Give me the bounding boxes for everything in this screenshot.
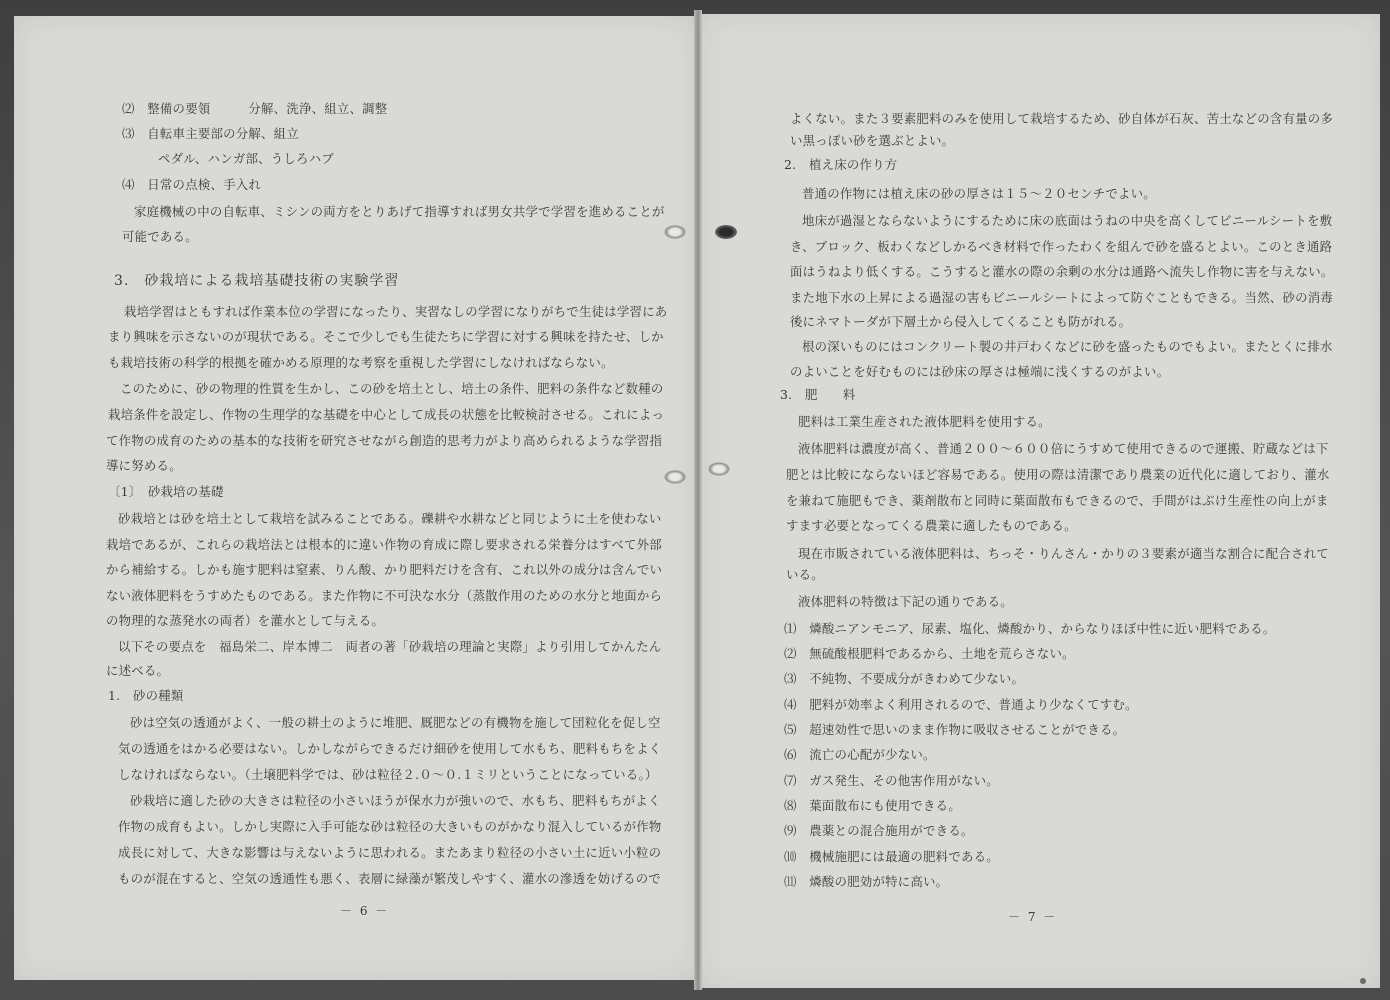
- text-line: 肥とは比較にならないほど容易である。使用の際は清潔であり農業の近代化に適しており、灌水: [786, 467, 1330, 482]
- text-line: 後にネマトーダが下層土から侵入してくることも防がれる。: [790, 314, 1132, 329]
- list-item: ⑻ 葉面散布にも使用できる。: [784, 798, 961, 813]
- text-line: 可能である。: [122, 229, 198, 244]
- list-item: ⑴ 燐酸ニアンモニア、尿素、塩化、燐酸かり、からなりほぼ中性に近い肥料である。: [784, 621, 1276, 636]
- punch-hole-right-lower: [708, 462, 730, 476]
- text-line: を兼ねて施肥もでき、薬剤散布と同時に葉面散布もできるので、手間がはぶけ生産性の向上がま: [786, 493, 1329, 508]
- text-line: の物理的な蒸発水の両者）を灌水として与える。: [106, 613, 385, 628]
- text-line: 現在市販されている液体肥料は、ちっそ・りんさん・かりの３要素が適当な割合に配合されて: [798, 546, 1329, 561]
- text-line: ペダル、ハンガ部、うしろハブ: [158, 151, 334, 166]
- text-line: に述べる。: [106, 663, 170, 678]
- page-number: － 6 －: [340, 904, 390, 918]
- list-item: ⑾ 燐酸の肥効が特に高い。: [784, 874, 949, 889]
- text-line: ものが混在すると、空気の透通性も悪く、表層に緑藻が繁茂しやすく、灌水の滲透を妨げるので: [118, 871, 662, 886]
- text-line: 液体肥料の特徴は下記の通りである。: [798, 594, 1013, 609]
- section-heading: 3. 砂栽培による栽培基礎技術の実験学習: [114, 273, 400, 289]
- text-line: いる。: [786, 567, 824, 582]
- subsection-heading: 2. 植え床の作り方: [784, 157, 898, 172]
- text-line: ⑶ 自転車主要部の分解、組立: [122, 126, 299, 141]
- text-line: 砂栽培とは砂を培土として栽培を試みることである。礫耕や水耕などと同じように土を使わない: [118, 511, 662, 526]
- list-item: ⑹ 流亡の心配が少ない。: [784, 747, 936, 762]
- list-item: ⑵ 無硫酸根肥料であるから、土地を荒らさない。: [784, 646, 1075, 661]
- list-item: ⑼ 農薬との混合施用ができる。: [784, 823, 974, 838]
- text-line: ⑷ 日常の点検、手入れ: [122, 177, 262, 192]
- text-line: のよいことを好むものには砂床の厚さは極端に浅くするのがよい。: [790, 364, 1170, 379]
- text-line: 砂は空気の透通がよく、一般の耕土のように堆肥、厩肥などの有機物を施して団粒化を促し空: [130, 715, 661, 730]
- punch-hole-left-lower: [664, 470, 686, 484]
- text-line: 砂栽培に適した砂の大きさは粒径の小さいほうが保水力が強いので、水もち、肥料もちがよく: [130, 793, 661, 808]
- text-line: また地下水の上昇による過湿の害もビニールシートによって防ぐこともできる。当然、砂の消毒: [790, 290, 1333, 305]
- list-item: ⑸ 超速効性で思いのまま作物に吸収させることができる。: [784, 722, 1126, 737]
- punch-hole-right-upper: [715, 225, 737, 239]
- punch-hole-left-upper: [664, 225, 686, 239]
- text-line: 液体肥料は濃度が高く、普通２００～６００倍にうすめて使用できるので運搬、貯蔵などは下: [798, 441, 1329, 456]
- text-line: 面はうねより低くする。こうすると灌水の際の余剰の水分は通路へ流失し作物に害を与えない。: [790, 264, 1334, 279]
- text-line: 導に努める。: [106, 458, 182, 473]
- ink-speck: [1360, 978, 1366, 984]
- subsection-heading: 3. 肥 料: [780, 387, 856, 402]
- page-number: － 7 －: [1008, 910, 1058, 924]
- text-line: 作物の成育もよい。しかし実際に入手可能な砂は粒径の大きいものがかなり混入しているが作物: [118, 819, 662, 834]
- text-line: 普通の作物には植え床の砂の厚さは１５～２０センチでよい。: [802, 186, 1156, 201]
- text-line: 栽培条件を設定し、作物の生理学的な基礎を中心として成長の状態を比較検討させる。これによっ: [108, 407, 665, 422]
- text-line: ない液体肥料をうすめたものである。また作物に不可決な水分（蒸散作用のための水分と地面から: [106, 588, 663, 603]
- text-line: 栽培であるが、これらの栽培法とは根本的に違い作物の育成に際し要求される栄養分はすべて外部: [106, 537, 662, 552]
- list-item: ⑽ 機械施肥には最適の肥料である。: [784, 849, 999, 864]
- text-line: き、ブロック、板わくなどしかるべき材料で作ったわくを組んで砂を盛るとよい。このとき通路: [790, 239, 1333, 254]
- text-line: 根の深いものにはコンクリート製の井戸わくなどに砂を盛ったものでもよい。またとくに排水: [802, 339, 1333, 354]
- text-line: しなければならない。（土壌肥料学では、砂は粒径２.０～０.１ミリということになっている。）: [118, 767, 658, 782]
- text-line: 家庭機械の中の自転車、ミシンの両方をとりあげて指導すれば男女共学で学習を進めることが: [134, 204, 665, 219]
- text-line: 肥料は工業生産された液体肥料を使用する。: [798, 414, 1051, 429]
- page-gutter: [694, 10, 702, 990]
- text-line: よくない。また３要素肥料のみを使用して栽培するため、砂自体が石灰、苦土などの含有量の多: [790, 111, 1334, 126]
- text-line: このために、砂の物理的性質を生かし、この砂を培土とし、培土の条件、肥料の条件など数種の: [120, 381, 664, 396]
- text-line: て作物の成育のための基本的な技術を研究させながら創造的思考力がより高められるような学習指: [106, 433, 663, 448]
- text-line: ⑵ 整備の要領 分解、洗浄、組立、調整: [122, 101, 388, 116]
- list-item: ⑷ 肥料が効率よく利用されるので、普通より少なくてすむ。: [784, 697, 1138, 712]
- list-item: ⑺ ガス発生、その他害作用がない。: [784, 773, 999, 788]
- list-item: ⑶ 不純物、不要成分がきわめて少ない。: [784, 671, 1025, 686]
- text-line: すます必要となってくる農業に適したものである。: [786, 518, 1077, 533]
- text-line: 以下その要点を 福島栄二、岸本博二 両者の著「砂栽培の理論と実際」より引用してかんたん: [118, 639, 662, 654]
- subsection-heading: 1. 砂の種類: [108, 688, 184, 703]
- text-line: も栽培技術の科学的根拠を確かめる原理的な考察を重視した学習にしなければならない。: [108, 355, 614, 370]
- text-line: 気の透通をはかる必要はない。しかしながらできるだけ細砂を使用して水もち、肥料もちをよく: [118, 741, 662, 756]
- subsection-heading: 〔1〕 砂栽培の基礎: [108, 484, 224, 499]
- text-line: 地床が過湿とならないようにするために床の底面はうねの中央を高くしてビニールシートを敷: [802, 213, 1333, 228]
- text-line: 栽培学習はともすれば作業本位の学習になったり、実習なしの学習になりがちで生徒は学習にあ: [124, 304, 668, 319]
- text-line: 成長に対して、大きな影響は与えないように思われる。またあまり粒径の小さい土に近い小粒の: [118, 845, 662, 860]
- text-line: まり興味を示さないのが現状である。そこで少しでも生徒たちに学習に対する興味を持たせ、しか: [108, 329, 664, 344]
- text-line: から補給する。しかも施す肥料は窒素、りん酸、かり肥料だけを含有、これ以外の成分は含んでい: [106, 562, 663, 577]
- text-line: い黒っぽい砂を選ぶとよい。: [790, 133, 955, 148]
